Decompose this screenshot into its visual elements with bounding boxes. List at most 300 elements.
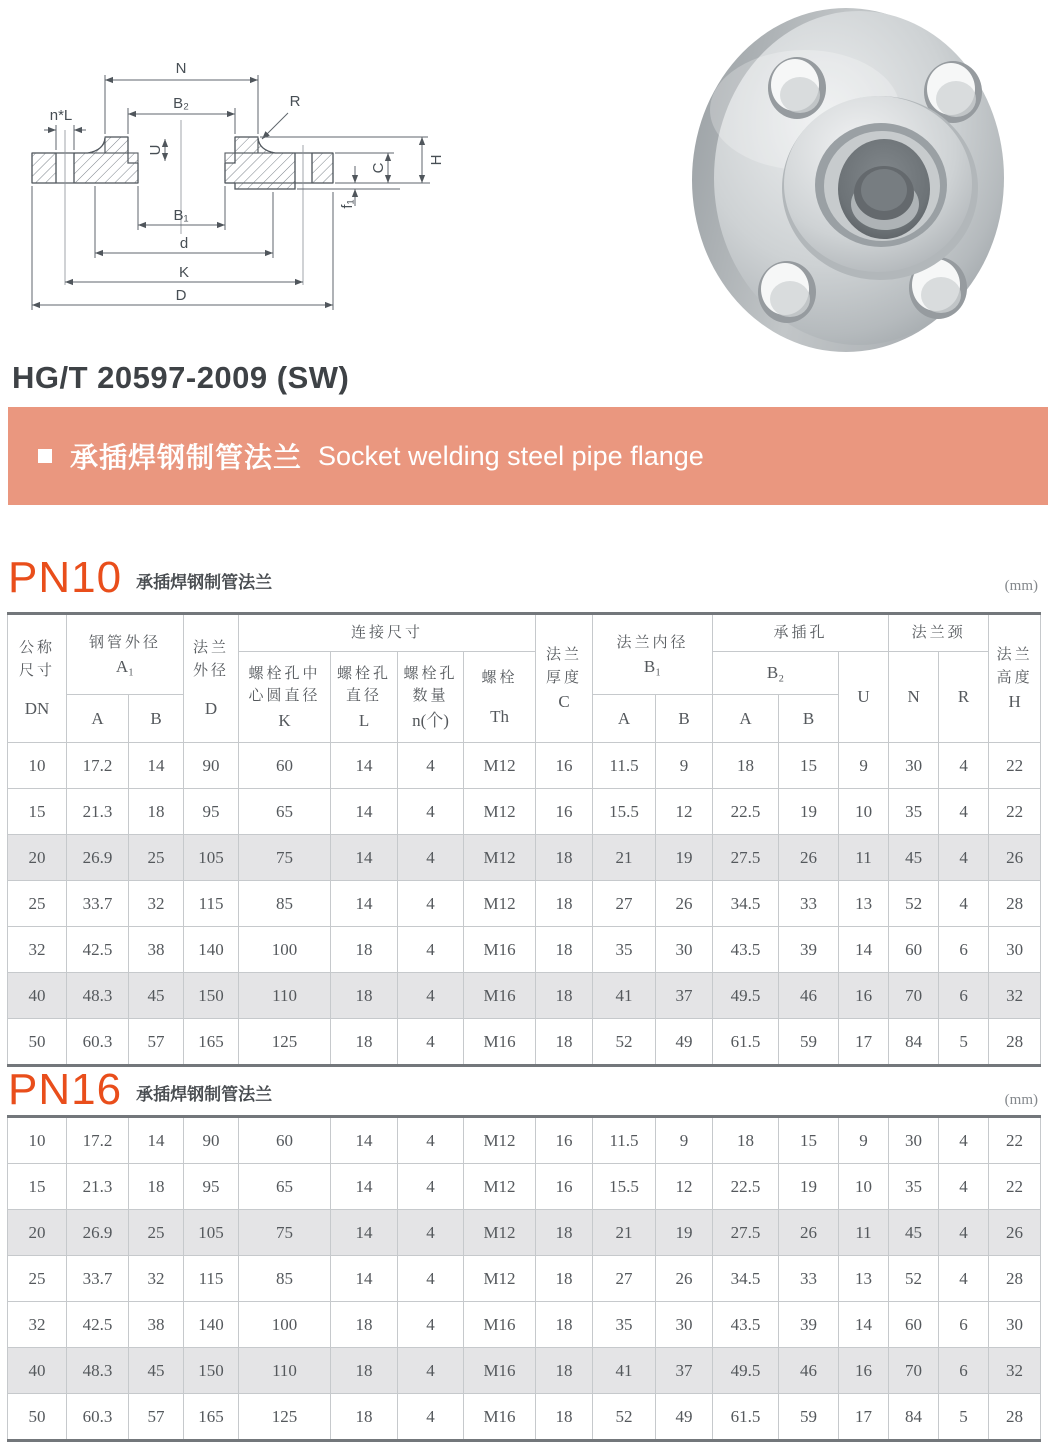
table-cell: 17.2 [67,1117,129,1164]
banner-title-zh: 承插焊钢制管法兰 [70,442,303,473]
table-cell: 13 [839,1256,889,1302]
table-cell: 10 [839,1164,889,1210]
table-cell: 48.3 [67,1348,129,1394]
table-cell: 41 [593,1348,656,1394]
table-cell: 4 [398,927,464,973]
table-cell: 90 [184,743,239,789]
table-cell: 115 [184,881,239,927]
table-cell: 13 [839,881,889,927]
table-row [8,743,1041,789]
table-cell: 52 [593,1019,656,1066]
flange-section-hatch [32,137,333,189]
table-row [8,835,1041,881]
table-cell: 75 [239,1210,331,1256]
table-cell: 115 [184,1256,239,1302]
section-header-pn16 [8,1065,1042,1114]
table-cell: 85 [239,881,331,927]
table-cell: 52 [889,1256,939,1302]
table-cell: 16 [536,743,593,789]
table-cell: 26 [656,881,713,927]
header-symbol: N [907,687,920,707]
table-cell: 45 [129,973,184,1019]
table-cell: 10 [8,743,67,789]
table-cell: 6 [939,1348,989,1394]
table-cell: 26 [989,1210,1041,1256]
table-cell: 30 [656,1302,713,1348]
table-cell: 60 [889,1302,939,1348]
table-cell: 70 [889,1348,939,1394]
table-cell: 18 [129,789,184,835]
table-cell: 4 [398,743,464,789]
header-symbol: K [278,710,291,730]
table-cell: 65 [239,1164,331,1210]
table-cell: 25 [129,835,184,881]
header-text: 法兰 [996,647,1033,664]
table-cell: 19 [779,1164,839,1210]
table-cell: 4 [398,1019,464,1066]
table-cell: 12 [656,789,713,835]
table-cell: 28 [989,1394,1041,1441]
header-text: 法兰 [546,647,583,664]
table-cell: 25 [129,1210,184,1256]
col-header-bore [593,614,713,695]
col-header-bolt [464,652,536,743]
table-cell: 15 [8,1164,67,1210]
table-row [8,1117,1041,1164]
table-cell: M12 [464,881,536,927]
table-cell: 60.3 [67,1394,129,1441]
table-cell: 19 [656,835,713,881]
table-row [8,973,1041,1019]
table-cell: M12 [464,835,536,881]
unit-label-pn10: (mm) [1004,578,1038,594]
table-cell: 21 [593,835,656,881]
table-cell: 4 [939,1210,989,1256]
table-cell: 35 [889,789,939,835]
table-cell: 50 [8,1019,67,1066]
flange-section-drawing [10,20,460,340]
col-header-b2 [713,652,839,695]
table-row [8,1164,1041,1210]
table-cell: M12 [464,1164,536,1210]
table-row [8,1302,1041,1348]
table-cell: 20 [8,835,67,881]
header-symbol: n(个) [412,710,449,730]
header-text: 连接尺寸 [351,624,424,641]
table-cell: 4 [939,743,989,789]
table-cell: 30 [989,927,1041,973]
table-row [8,1210,1041,1256]
header-text: 心圆直径 [248,688,321,705]
table-cell: 18 [536,973,593,1019]
col-header-dn [8,614,67,743]
table-cell: 40 [8,973,67,1019]
table-cell: 140 [184,927,239,973]
col-header-n [889,652,939,743]
pn10-table-body [8,743,1041,1066]
table-cell: 12 [656,1164,713,1210]
table-cell: 19 [779,789,839,835]
pn16-label: PN16 [8,1065,123,1114]
table-cell: 11.5 [593,743,656,789]
pn16-table [7,1115,1041,1442]
table-cell: 10 [8,1117,67,1164]
table-cell: 65 [239,789,331,835]
table-cell: 14 [331,881,398,927]
table-cell: 18 [536,1019,593,1066]
table-cell: 28 [989,881,1041,927]
header-symbol: B₁ [643,657,662,677]
col-header-neck [889,614,989,652]
flange-render [692,8,1004,352]
table-cell: 165 [184,1019,239,1066]
table-cell: 4 [939,1256,989,1302]
table-cell: 4 [398,1348,464,1394]
table-cell: 43.5 [713,927,779,973]
table-cell: 15.5 [593,789,656,835]
table-cell: 22 [989,1117,1041,1164]
table-cell: 165 [184,1394,239,1441]
table-cell: 4 [939,789,989,835]
table-cell: 49.5 [713,1348,779,1394]
dim-label-c: C [370,162,387,174]
table-cell: 22.5 [713,789,779,835]
table-cell: 14 [839,927,889,973]
unit-label-pn16: (mm) [1004,1092,1038,1108]
table-cell: 15 [779,1117,839,1164]
table-cell: 11 [839,835,889,881]
table-cell: 18 [713,1117,779,1164]
table-cell: 14 [331,789,398,835]
table-cell: 35 [889,1164,939,1210]
table-cell: 46 [779,1348,839,1394]
table-cell: 10 [839,789,889,835]
dim-label-u: U [147,144,164,156]
table-cell: 6 [939,927,989,973]
table-cell: 15 [8,789,67,835]
table-cell: 37 [656,1348,713,1394]
table-cell: 27.5 [713,1210,779,1256]
table-cell: 125 [239,1394,331,1441]
table-cell: 25 [8,881,67,927]
table-cell: 30 [989,1302,1041,1348]
table-cell: M16 [464,1019,536,1066]
table-cell: 16 [536,1117,593,1164]
table-cell: 84 [889,1019,939,1066]
col-header-bolt-hole [331,652,398,743]
table-cell: 14 [331,743,398,789]
table-cell: 37 [656,973,713,1019]
table-cell: 18 [536,1256,593,1302]
header-text: 外径 [193,662,230,679]
col-header-connection [239,614,536,652]
header-symbol: B₂ [766,663,785,683]
header-text: 直径 [346,688,383,705]
table-cell: 4 [398,1117,464,1164]
header-symbol: R [957,687,970,707]
table-cell: 14 [129,1117,184,1164]
table-cell: 21.3 [67,1164,129,1210]
table-cell: 17.2 [67,743,129,789]
dim-label-nl: n*L [49,107,73,124]
table-cell: 38 [129,1302,184,1348]
table-cell: 150 [184,1348,239,1394]
table-cell: 6 [939,1302,989,1348]
table-cell: 9 [839,1117,889,1164]
table-cell: 59 [779,1394,839,1441]
table-cell: 85 [239,1256,331,1302]
table-cell: 15 [779,743,839,789]
dimension-lines [32,75,430,310]
header-text: 尺寸 [18,662,55,679]
dim-label-b2: B₂ [173,95,189,112]
table-cell: 34.5 [713,881,779,927]
table-cell: 26.9 [67,835,129,881]
header-text: 钢管外径 [89,634,162,651]
col-header-height [989,614,1041,743]
table-cell: 26 [779,1210,839,1256]
header-text: 承插孔 [773,624,828,641]
table-cell: 18 [331,1302,398,1348]
col-header-thickness [536,614,593,743]
table-cell: 18 [331,1019,398,1066]
table-cell: 14 [839,1302,889,1348]
col-header-bolt-circle [239,652,331,743]
header-text: 厚度 [546,669,583,686]
col-header-bolt-count [398,652,464,743]
header-text: 螺栓孔 [403,665,458,682]
header-text: 数量 [412,688,449,705]
table-cell: 75 [239,835,331,881]
header-text: 公称 [18,640,55,657]
table-cell: 60 [889,927,939,973]
table-cell: 9 [656,743,713,789]
col-header-r [939,652,989,743]
table-cell: 26.9 [67,1210,129,1256]
table-cell: 18 [536,1302,593,1348]
flange-photo [645,0,1056,368]
table-cell: 30 [889,743,939,789]
table-cell: 4 [939,1117,989,1164]
table-cell: 18 [536,835,593,881]
header-text: 法兰颈 [911,624,966,641]
table-cell: 42.5 [67,927,129,973]
table-cell: 22 [989,789,1041,835]
table-row [8,881,1041,927]
table-cell: 22 [989,743,1041,789]
table-cell: 33.7 [67,1256,129,1302]
table-cell: 32 [129,881,184,927]
table-cell: 105 [184,835,239,881]
table-cell: 105 [184,1210,239,1256]
table-cell: 70 [889,973,939,1019]
header-text: 高度 [996,669,1033,686]
dim-label-k: K [178,264,190,281]
header-symbol: L [358,710,370,730]
table-cell: M12 [464,1117,536,1164]
table-cell: M12 [464,1210,536,1256]
table-cell: 4 [398,881,464,927]
table-cell: 4 [939,1164,989,1210]
table-cell: M16 [464,1302,536,1348]
col-header-socket [713,614,889,652]
table-cell: 50 [8,1394,67,1441]
table-cell: 84 [889,1394,939,1441]
header-symbol: D [204,699,218,719]
table-cell: 30 [889,1117,939,1164]
table-cell: 9 [656,1117,713,1164]
table-cell: M12 [464,743,536,789]
table-cell: 95 [184,789,239,835]
pn10-subtitle: 承插焊钢制管法兰 [136,573,273,592]
table-cell: M16 [464,973,536,1019]
table-cell: 26 [779,835,839,881]
table-cell: 32 [989,973,1041,1019]
table-cell: M16 [464,1394,536,1441]
table-cell: 16 [839,973,889,1019]
header-symbol: Th [490,706,509,726]
table-cell: 60 [239,1117,331,1164]
table-cell: 18 [536,881,593,927]
table-cell: 4 [398,789,464,835]
pn10-table [7,612,1041,1067]
header-text: 螺栓孔中 [248,665,321,682]
table-cell: 48.3 [67,973,129,1019]
table-cell: 35 [593,1302,656,1348]
standard-title: HG/T 20597-2009 (SW) [12,360,350,395]
table-cell: 14 [331,835,398,881]
dim-label-f1: f₁ [339,199,356,209]
table-cell: 59 [779,1019,839,1066]
table-cell: 32 [8,927,67,973]
dim-label-dcap: D [175,287,187,304]
table-cell: 110 [239,973,331,1019]
table-cell: 46 [779,973,839,1019]
table-cell: 4 [398,1394,464,1441]
col-header-b2-a: A [713,695,779,743]
pn16-table-body [8,1117,1041,1441]
table-cell: 140 [184,1302,239,1348]
header-text: 螺栓 [481,670,518,687]
table-cell: 40 [8,1348,67,1394]
table-cell: 45 [889,1210,939,1256]
table-cell: 22 [989,1164,1041,1210]
table-cell: 52 [889,881,939,927]
table-cell: 4 [398,1210,464,1256]
flange-photo-svg [645,0,1056,368]
table-cell: 18 [331,1394,398,1441]
col-header-pipe-b: B [129,695,184,743]
table-cell: 52 [593,1394,656,1441]
table-row [8,1256,1041,1302]
table-cell: 14 [331,1256,398,1302]
table-cell: 17 [839,1394,889,1441]
table-cell: 20 [8,1210,67,1256]
header-text: 法兰内径 [616,634,689,651]
table-cell: 14 [331,1210,398,1256]
table-cell: 4 [398,1164,464,1210]
table-row [8,789,1041,835]
table-cell: 33 [779,1256,839,1302]
table-cell: 14 [129,743,184,789]
table-cell: 21.3 [67,789,129,835]
header-symbol: C [558,692,570,712]
table-cell: 27.5 [713,835,779,881]
table-cell: 15.5 [593,1164,656,1210]
table-cell: 33.7 [67,881,129,927]
header-text: 法兰 [193,640,230,657]
table-cell: 49 [656,1394,713,1441]
table-cell: 38 [129,927,184,973]
product-banner [8,407,1048,505]
table-cell: 100 [239,927,331,973]
table-cell: 9 [839,743,889,789]
table-cell: 49 [656,1019,713,1066]
table-cell: 4 [398,1256,464,1302]
table-cell: 14 [331,1164,398,1210]
table-cell: 18 [536,1394,593,1441]
table-cell: 32 [989,1348,1041,1394]
pn16-subtitle: 承插焊钢制管法兰 [136,1085,273,1104]
table-cell: 42.5 [67,1302,129,1348]
table-cell: 18 [713,743,779,789]
table-cell: 25 [8,1256,67,1302]
table-cell: 5 [939,1019,989,1066]
table-cell: 28 [989,1256,1041,1302]
table-cell: 5 [939,1394,989,1441]
dim-label-r: R [289,93,301,110]
table-cell: 34.5 [713,1256,779,1302]
table-cell: 21 [593,1210,656,1256]
table-cell: 32 [129,1256,184,1302]
section-header-pn10 [8,553,1042,602]
table-cell: 110 [239,1348,331,1394]
table-cell: 39 [779,927,839,973]
table-cell: 14 [331,1117,398,1164]
col-header-u [839,652,889,743]
pn10-label: PN10 [8,553,123,602]
table-cell: 33 [779,881,839,927]
banner-title-en: Socket welding steel pipe flange [318,440,704,471]
table-cell: 18 [331,973,398,1019]
table-cell: 61.5 [713,1394,779,1441]
table-cell: 60.3 [67,1019,129,1066]
table-cell: 4 [939,835,989,881]
table-cell: 45 [889,835,939,881]
header-text: 螺栓孔 [337,665,392,682]
section-drawing-svg [10,20,460,340]
table-cell: 4 [398,1302,464,1348]
table-cell: 49.5 [713,973,779,1019]
square-bullet-icon [38,449,52,463]
col-header-b1-b: B [656,695,713,743]
header-symbol: U [857,687,870,707]
dim-label-d: d [179,235,189,252]
table-cell: 16 [536,1164,593,1210]
dim-label-b1: B₁ [173,207,189,224]
table-cell: M12 [464,1256,536,1302]
col-header-pipe-od [67,614,184,695]
table-cell: 27 [593,1256,656,1302]
table-cell: 22.5 [713,1164,779,1210]
table-cell: 125 [239,1019,331,1066]
table-cell: 11.5 [593,1117,656,1164]
table-cell: 57 [129,1394,184,1441]
table-cell: 100 [239,1302,331,1348]
table-row [8,1394,1041,1441]
table-cell: 28 [989,1019,1041,1066]
table-cell: M16 [464,1348,536,1394]
